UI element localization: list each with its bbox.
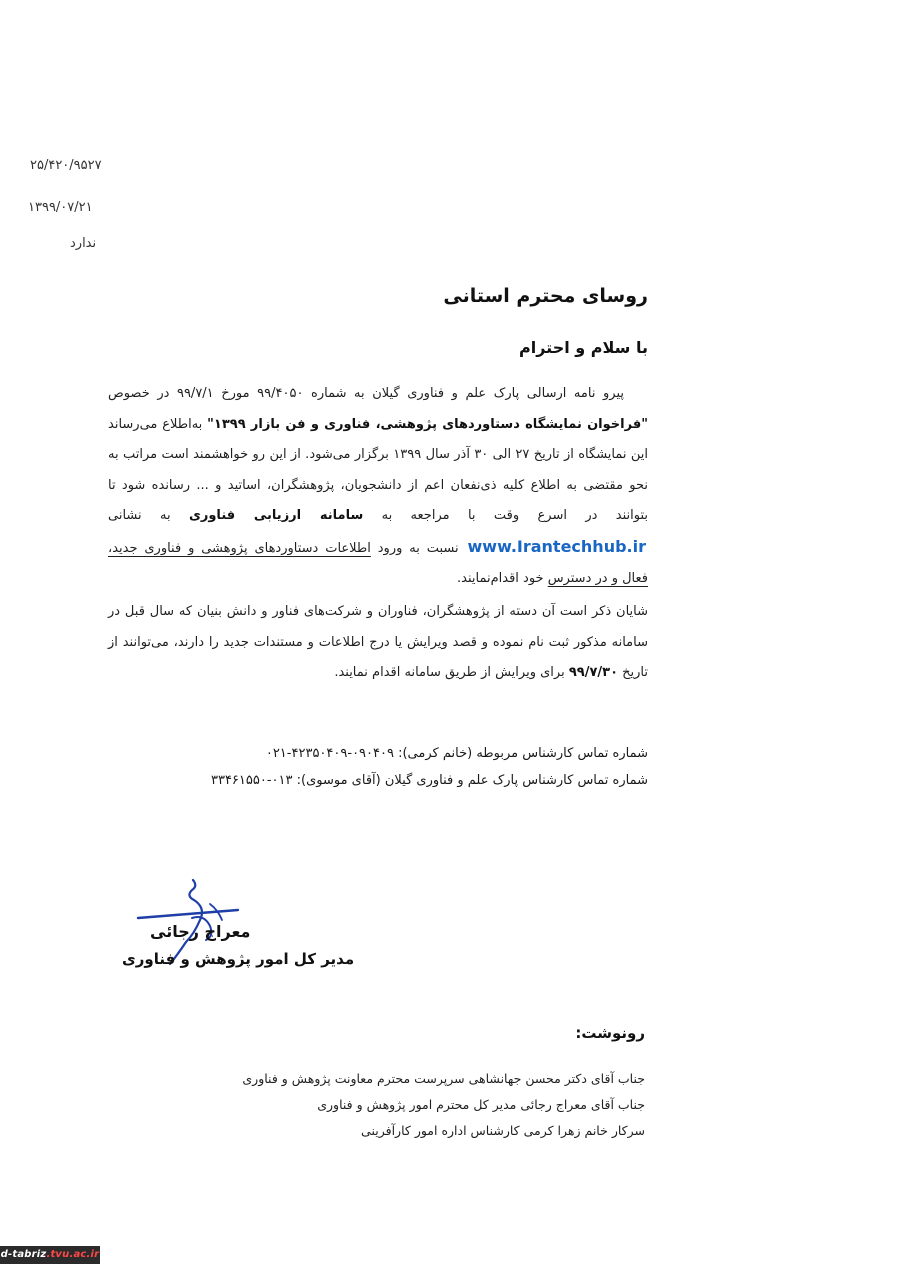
signatory-title: مدیر کل امور پژوهش و فناوری <box>122 950 355 968</box>
letter-number: ۲۵/۴۲۰/۹۵۲۷ <box>30 158 102 173</box>
body-paragraph-2 <box>108 597 648 689</box>
website-link[interactable]: www.Irantechhub.ir <box>467 536 646 556</box>
contacts-block <box>211 740 648 794</box>
letter-date: ۱۳۹۹/۰۷/۲۱ <box>28 200 93 215</box>
p2-text-a: شایان ذکر است آن دسته از پژوهشگران، فناوران و شرکت‌های فناور و دانش بنیان که سال قبل در سامانه مذکور ثبت نام نموده و قصد ویرایش یا درج اطلاعات و مستندات جدید را دارند، می‌توانند از تاریخ <box>108 604 648 680</box>
body-paragraph-1 <box>108 379 648 595</box>
p2-text-b: برای ویرایش از طریق سامانه اقدام نمایند. <box>334 665 569 680</box>
p2-bold-date: ۹۹/۷/۳۰ <box>568 665 618 680</box>
p1-text-d: نسبت به ورود <box>370 540 466 556</box>
p1-text-b: به‌اطلاع می‌رساند این نمایشگاه از تاریخ ۲۷ الی ۳۰ آذر سال ۱۳۹۹ برگزار می‌شود. از این رو خواهشمند است مراتب به نحو مقتضی به اطلاع کلیه ذی‌نفعان اعم از دانشجویان، پژوهشگران، اساتید و ... رسانده شود تا بتوانند در اسرع وقت با مراجعه به <box>108 416 648 523</box>
recipient-heading: روسای محترم استانی <box>443 285 648 307</box>
watermark-prefix: d-tabriz <box>0 1249 47 1260</box>
p1-underlined-text: اطلاعات دستاوردهای پژوهشی و فناوری جدید، فعال و در دسترس <box>108 540 648 586</box>
cc-item-1: جناب آقای دکتر محسن جهانشاهی سرپرست محترم معاونت پژوهش و فناوری <box>242 1071 645 1086</box>
p1-call-title: "فراخوان نمایشگاه دستاوردهای پژوهشی، فناوری و فن بازار ۱۳۹۹" <box>207 416 648 432</box>
contact-line-2: شماره تماس کارشناس پارک علم و فناوری گیلان (آقای موسوی): ۰۱۳-۳۳۴۶۱۵۵۰ <box>210 773 648 788</box>
contact-line-1: شماره تماس کارشناس مربوطه (خانم کرمی): ۰۹۰۴۰۹-۴۲۳۵۰۴۰۹-۰۲۱ <box>265 746 648 761</box>
p1-text-a: پیرو نامه ارسالی پارک علم و فناوری گیلان به شماره ۹۹/۴۰۵۰ مورخ ۹۹/۷/۱ در خصوص <box>108 386 625 401</box>
watermark-suffix: .tvu.ac.ir <box>46 1249 100 1260</box>
cc-list <box>242 1066 645 1144</box>
letter-attachment: ندارد <box>70 236 97 251</box>
p1-system-name: سامانه ارزیابی فناوری <box>188 508 364 523</box>
cc-item-3: سرکار خانم زهرا کرمی کارشناس اداره امور کارآفرینی <box>361 1123 645 1138</box>
site-watermark <box>0 1246 100 1264</box>
p1-text-c: به نشانی <box>108 508 189 523</box>
cc-item-2: جناب آقای معراج رجائی مدیر کل محترم امور پژوهش و فناوری <box>317 1097 645 1112</box>
signatory-name: معراج رجائی <box>150 922 251 941</box>
p1-text-e: خود اقدام‌نمایند. <box>457 571 548 586</box>
greeting-heading: با سلام و احترام <box>519 338 648 357</box>
cc-title: رونوشت: <box>575 1024 645 1042</box>
